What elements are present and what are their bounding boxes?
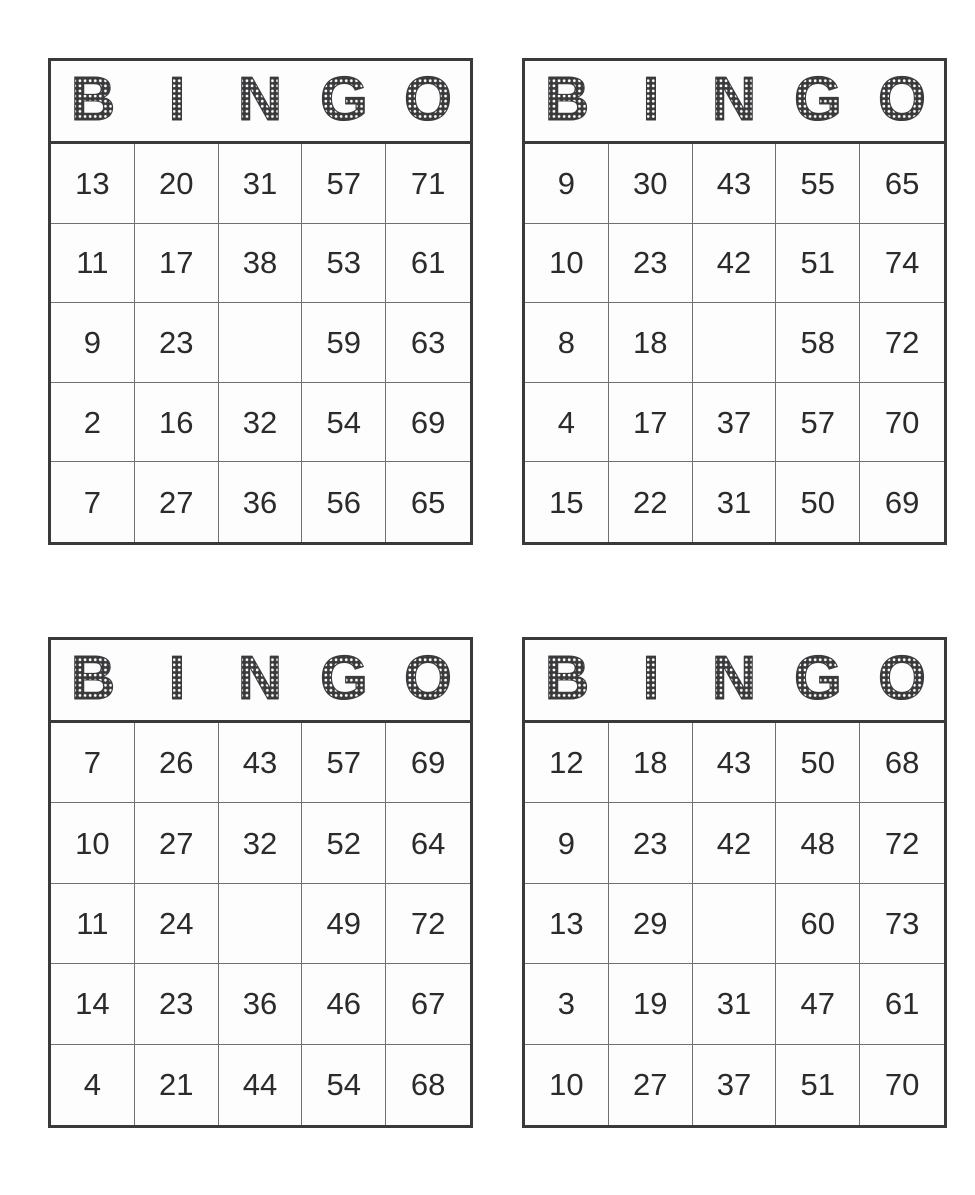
bingo-cell[interactable]: 10 — [525, 224, 609, 304]
bingo-cell[interactable]: 48 — [776, 803, 860, 883]
bingo-cell[interactable]: 72 — [860, 303, 944, 383]
bingo-cell[interactable]: 43 — [693, 723, 777, 803]
bingo-cell[interactable]: 57 — [302, 144, 386, 224]
bingo-cell[interactable]: 70 — [860, 383, 944, 463]
bingo-cell[interactable]: 27 — [135, 803, 219, 883]
header-letter-b — [531, 647, 603, 713]
bingo-cell[interactable]: 17 — [609, 383, 693, 463]
bingo-cell[interactable]: 19 — [609, 964, 693, 1044]
svg-text:N: N — [712, 68, 757, 134]
bingo-cell[interactable]: 54 — [302, 1045, 386, 1125]
header-letter-b — [531, 68, 603, 134]
bingo-cell[interactable]: 43 — [219, 723, 303, 803]
svg-text:B: B — [70, 647, 116, 713]
bingo-cell[interactable]: 44 — [219, 1045, 303, 1125]
bingo-cell[interactable]: 2 — [51, 383, 135, 463]
bingo-cell[interactable]: 23 — [135, 303, 219, 383]
header-letter-i — [141, 647, 213, 713]
bingo-cell[interactable]: 22 — [609, 462, 693, 542]
bingo-cell[interactable]: 30 — [609, 144, 693, 224]
bingo-cell[interactable]: 54 — [302, 383, 386, 463]
svg-text:B: B — [544, 647, 590, 713]
bingo-cell[interactable]: 14 — [51, 964, 135, 1044]
bingo-cell[interactable]: 60 — [776, 884, 860, 964]
bingo-cell[interactable]: 58 — [776, 303, 860, 383]
header-letter-n — [224, 68, 296, 134]
bingo-cell[interactable]: 68 — [386, 1045, 470, 1125]
bingo-cell[interactable]: 27 — [609, 1045, 693, 1125]
bingo-cell[interactable]: 31 — [693, 964, 777, 1044]
svg-text:O: O — [403, 647, 453, 713]
bingo-cell[interactable]: 46 — [302, 964, 386, 1044]
svg-text:B: B — [544, 68, 590, 134]
bingo-cell[interactable]: 16 — [135, 383, 219, 463]
bingo-cell[interactable]: 18 — [609, 723, 693, 803]
bingo-cell[interactable]: 11 — [51, 224, 135, 304]
header-letter-g — [308, 647, 380, 713]
bingo-cell[interactable]: 4 — [51, 1045, 135, 1125]
bingo-cell[interactable]: 17 — [135, 224, 219, 304]
bingo-cell[interactable]: 26 — [135, 723, 219, 803]
svg-text:O: O — [877, 68, 927, 134]
free-space-cell[interactable] — [693, 303, 777, 383]
bingo-cell[interactable]: 7 — [51, 462, 135, 542]
bingo-cell[interactable]: 18 — [609, 303, 693, 383]
bingo-cell[interactable]: 11 — [51, 884, 135, 964]
bingo-card — [48, 58, 473, 545]
bingo-cell[interactable]: 49 — [302, 884, 386, 964]
svg-text:I: I — [168, 647, 186, 713]
free-space-cell[interactable] — [693, 884, 777, 964]
bingo-cell[interactable]: 8 — [525, 303, 609, 383]
bingo-cell[interactable]: 20 — [135, 144, 219, 224]
bingo-cell[interactable]: 51 — [776, 1045, 860, 1125]
bingo-cell[interactable]: 68 — [860, 723, 944, 803]
svg-text:I: I — [642, 647, 660, 713]
bingo-cell[interactable]: 32 — [219, 803, 303, 883]
bingo-cell[interactable]: 10 — [51, 803, 135, 883]
bingo-header — [51, 640, 470, 723]
svg-text:G: G — [320, 647, 369, 713]
svg-text:N: N — [238, 647, 283, 713]
bingo-cell[interactable]: 24 — [135, 884, 219, 964]
bingo-cell[interactable]: 38 — [219, 224, 303, 304]
bingo-cell[interactable]: 47 — [776, 964, 860, 1044]
free-space-cell[interactable] — [219, 303, 303, 383]
bingo-cell[interactable]: 63 — [386, 303, 470, 383]
bingo-cell[interactable]: 37 — [693, 1045, 777, 1125]
bingo-cell[interactable]: 23 — [609, 803, 693, 883]
bingo-cell[interactable]: 31 — [693, 462, 777, 542]
bingo-cell[interactable]: 42 — [693, 224, 777, 304]
header-letter-i — [141, 68, 213, 134]
bingo-cell[interactable]: 21 — [135, 1045, 219, 1125]
header-letter-n — [698, 647, 770, 713]
bingo-number-grid — [51, 723, 470, 1125]
header-letter-b — [57, 68, 129, 134]
bingo-card — [48, 637, 473, 1128]
header-letter-g — [782, 68, 854, 134]
bingo-cell[interactable]: 23 — [135, 964, 219, 1044]
bingo-cell[interactable]: 69 — [386, 723, 470, 803]
bingo-cell[interactable]: 37 — [693, 383, 777, 463]
bingo-number-grid — [51, 144, 470, 542]
bingo-cell[interactable]: 9 — [525, 803, 609, 883]
bingo-cell[interactable]: 65 — [860, 144, 944, 224]
bingo-cell[interactable]: 55 — [776, 144, 860, 224]
bingo-cell[interactable]: 72 — [860, 803, 944, 883]
free-space-cell[interactable] — [219, 884, 303, 964]
bingo-cell[interactable]: 9 — [51, 303, 135, 383]
svg-text:O: O — [403, 68, 453, 134]
bingo-cell[interactable]: 72 — [386, 884, 470, 964]
bingo-cell[interactable]: 36 — [219, 462, 303, 542]
header-letter-g — [308, 68, 380, 134]
bingo-cell[interactable]: 13 — [525, 884, 609, 964]
bingo-cell[interactable]: 15 — [525, 462, 609, 542]
svg-text:O: O — [877, 647, 927, 713]
bingo-cell[interactable]: 27 — [135, 462, 219, 542]
bingo-cell[interactable]: 29 — [609, 884, 693, 964]
bingo-cell[interactable]: 57 — [776, 383, 860, 463]
header-letter-n — [224, 647, 296, 713]
bingo-cell[interactable]: 51 — [776, 224, 860, 304]
bingo-cell[interactable]: 50 — [776, 723, 860, 803]
bingo-cell[interactable]: 61 — [860, 964, 944, 1044]
svg-text:G: G — [794, 68, 843, 134]
bingo-number-grid — [525, 144, 944, 542]
bingo-header — [51, 61, 470, 144]
header-letter-o — [392, 68, 464, 134]
bingo-cell[interactable]: 71 — [386, 144, 470, 224]
bingo-cell[interactable]: 32 — [219, 383, 303, 463]
bingo-cell[interactable]: 61 — [386, 224, 470, 304]
header-letter-o — [392, 647, 464, 713]
bingo-cell[interactable]: 67 — [386, 964, 470, 1044]
bingo-cell[interactable]: 70 — [860, 1045, 944, 1125]
bingo-cell[interactable]: 69 — [860, 462, 944, 542]
bingo-cell[interactable]: 13 — [51, 144, 135, 224]
bingo-cell[interactable]: 52 — [302, 803, 386, 883]
svg-text:I: I — [642, 68, 660, 134]
bingo-cell[interactable]: 57 — [302, 723, 386, 803]
header-letter-i — [615, 68, 687, 134]
bingo-cell[interactable]: 10 — [525, 1045, 609, 1125]
bingo-cell[interactable]: 7 — [51, 723, 135, 803]
bingo-cell[interactable]: 56 — [302, 462, 386, 542]
bingo-header — [525, 61, 944, 144]
svg-text:N: N — [238, 68, 283, 134]
header-letter-i — [615, 647, 687, 713]
bingo-cell[interactable]: 42 — [693, 803, 777, 883]
bingo-number-grid — [525, 723, 944, 1125]
svg-text:G: G — [320, 68, 369, 134]
bingo-cell[interactable]: 43 — [693, 144, 777, 224]
bingo-cell[interactable]: 73 — [860, 884, 944, 964]
bingo-cell[interactable]: 31 — [219, 144, 303, 224]
header-letter-n — [698, 68, 770, 134]
bingo-cell[interactable]: 23 — [609, 224, 693, 304]
bingo-cell[interactable]: 74 — [860, 224, 944, 304]
header-letter-o — [866, 68, 938, 134]
bingo-card — [522, 637, 947, 1128]
bingo-header — [525, 640, 944, 723]
bingo-cell[interactable]: 65 — [386, 462, 470, 542]
bingo-cell[interactable]: 36 — [219, 964, 303, 1044]
header-letter-g — [782, 647, 854, 713]
bingo-cell[interactable]: 59 — [302, 303, 386, 383]
bingo-cell[interactable]: 12 — [525, 723, 609, 803]
svg-text:B: B — [70, 68, 116, 134]
bingo-card — [522, 58, 947, 545]
bingo-cell[interactable]: 9 — [525, 144, 609, 224]
svg-text:I: I — [168, 68, 186, 134]
bingo-cell[interactable]: 4 — [525, 383, 609, 463]
header-letter-b — [57, 647, 129, 713]
svg-text:N: N — [712, 647, 757, 713]
bingo-cell[interactable]: 3 — [525, 964, 609, 1044]
bingo-cell[interactable]: 64 — [386, 803, 470, 883]
bingo-cell[interactable]: 53 — [302, 224, 386, 304]
svg-text:G: G — [794, 647, 843, 713]
header-letter-o — [866, 647, 938, 713]
bingo-cell[interactable]: 50 — [776, 462, 860, 542]
bingo-cell[interactable]: 69 — [386, 383, 470, 463]
